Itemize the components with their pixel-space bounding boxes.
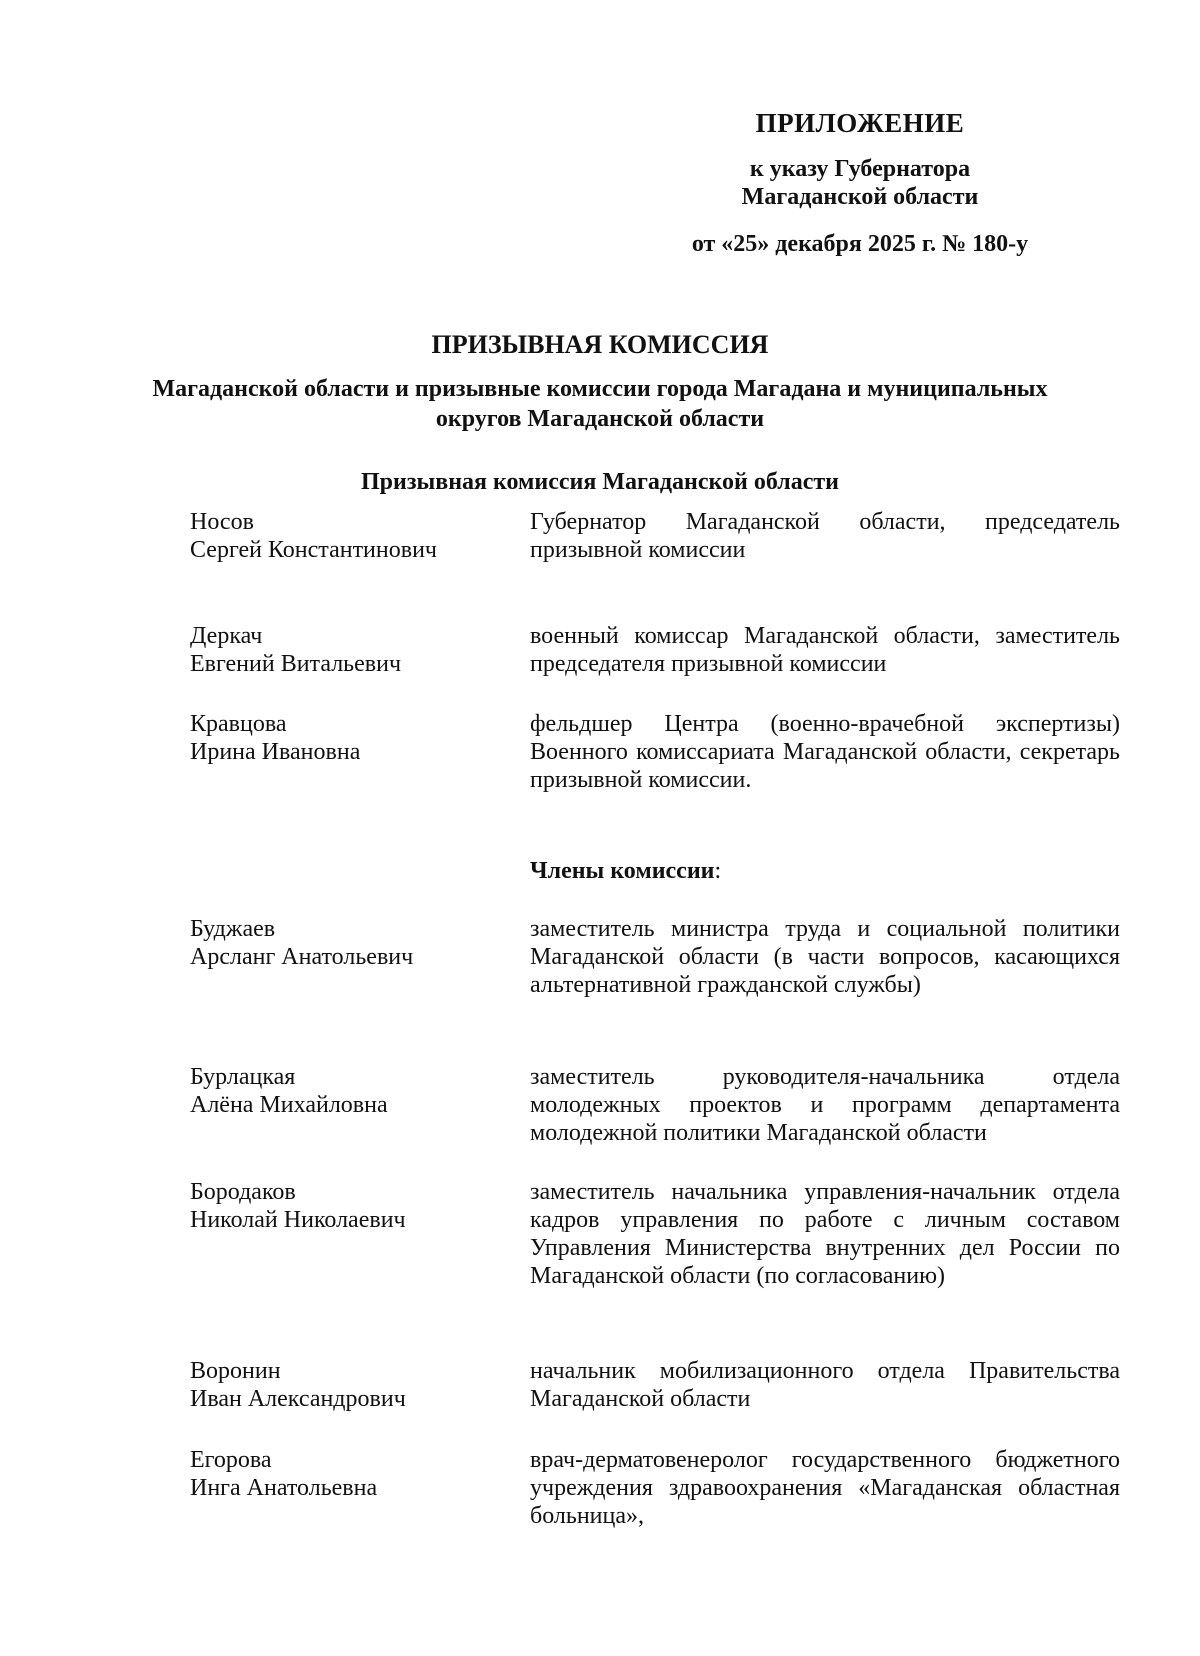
member-given-names: Инга Анатольевна (190, 1475, 378, 1501)
members-heading-text: Члены комиссии (530, 858, 715, 884)
member-role: заместитель руководителя-начальника отдела молодежных проектов и программ департамента молодежной политики Магаданской области (530, 1064, 1120, 1146)
member-role: военный комиссар Магаданской области, заместитель председателя призывной комиссии (530, 623, 1120, 677)
member-given-names: Алёна Михайловна (190, 1092, 388, 1118)
member-name (190, 1357, 520, 1413)
appendix-date: от «25» декабря 2025 г. № 180-у (691, 231, 1029, 257)
member-surname: Бородаков (190, 1179, 296, 1205)
member-name (190, 508, 520, 564)
document-title: ПРИЗЫВНАЯ КОМИССИЯ (431, 330, 769, 359)
member-given-names: Арсланг Анатольевич (190, 944, 414, 970)
member-role: заместитель министра труда и социальной политики Магаданской области (в части вопросов, касающихся альтернативной гражданской службы) (530, 916, 1120, 998)
member-name (190, 915, 520, 971)
member-name (190, 710, 520, 766)
member-surname: Бурлацкая (190, 1064, 296, 1090)
member-given-names: Иван Александрович (190, 1386, 406, 1412)
appendix-title: ПРИЛОЖЕНИЕ (755, 108, 965, 138)
member-surname: Воронин (190, 1358, 281, 1384)
member-role: фельдшер Центра (военно-врачебной экспертизы) Военного комиссариата Магаданской области, секретарь призывной комиссии. (530, 711, 1120, 793)
member-role: Губернатор Магаданской области, председатель призывной комиссии (530, 509, 1120, 563)
member-role: начальник мобилизационного отдела Правительства Магаданской области (530, 1358, 1120, 1412)
member-name (190, 1063, 520, 1119)
appendix-line-2: Магаданской области (741, 184, 979, 210)
appendix-line-1: к указу Губернатора (749, 156, 971, 182)
members-heading-colon: : (714, 858, 722, 884)
member-given-names: Николай Николаевич (190, 1207, 406, 1233)
member-role: врач-дерматовенеролог государственного бюджетного учреждения здравоохранения «Магаданская областная больница», (530, 1447, 1120, 1529)
member-surname: Носов (190, 509, 254, 535)
section-title: Призывная комиссия Магаданской области (361, 469, 839, 495)
member-surname: Буджаев (190, 916, 276, 942)
member-surname: Деркач (190, 623, 263, 649)
member-name (190, 622, 520, 678)
members-heading (530, 858, 721, 885)
member-name (190, 1446, 520, 1502)
member-surname: Кравцова (190, 711, 287, 737)
member-given-names: Сергей Константинович (190, 537, 437, 563)
member-surname: Егорова (190, 1447, 272, 1473)
member-given-names: Евгений Витальевич (190, 651, 402, 677)
document-subtitle: Магаданской области и призывные комиссии города Магадана и муниципальных округов Магаданской области (152, 376, 1048, 432)
appendix-block (650, 108, 1070, 258)
member-given-names: Ирина Ивановна (190, 739, 361, 765)
member-role: заместитель начальника управления-начальник отдела кадров управления по работе с личным составом Управления Министерства внутренних дел России по Магаданской области (по согласованию) (530, 1179, 1120, 1289)
member-name (190, 1178, 520, 1234)
